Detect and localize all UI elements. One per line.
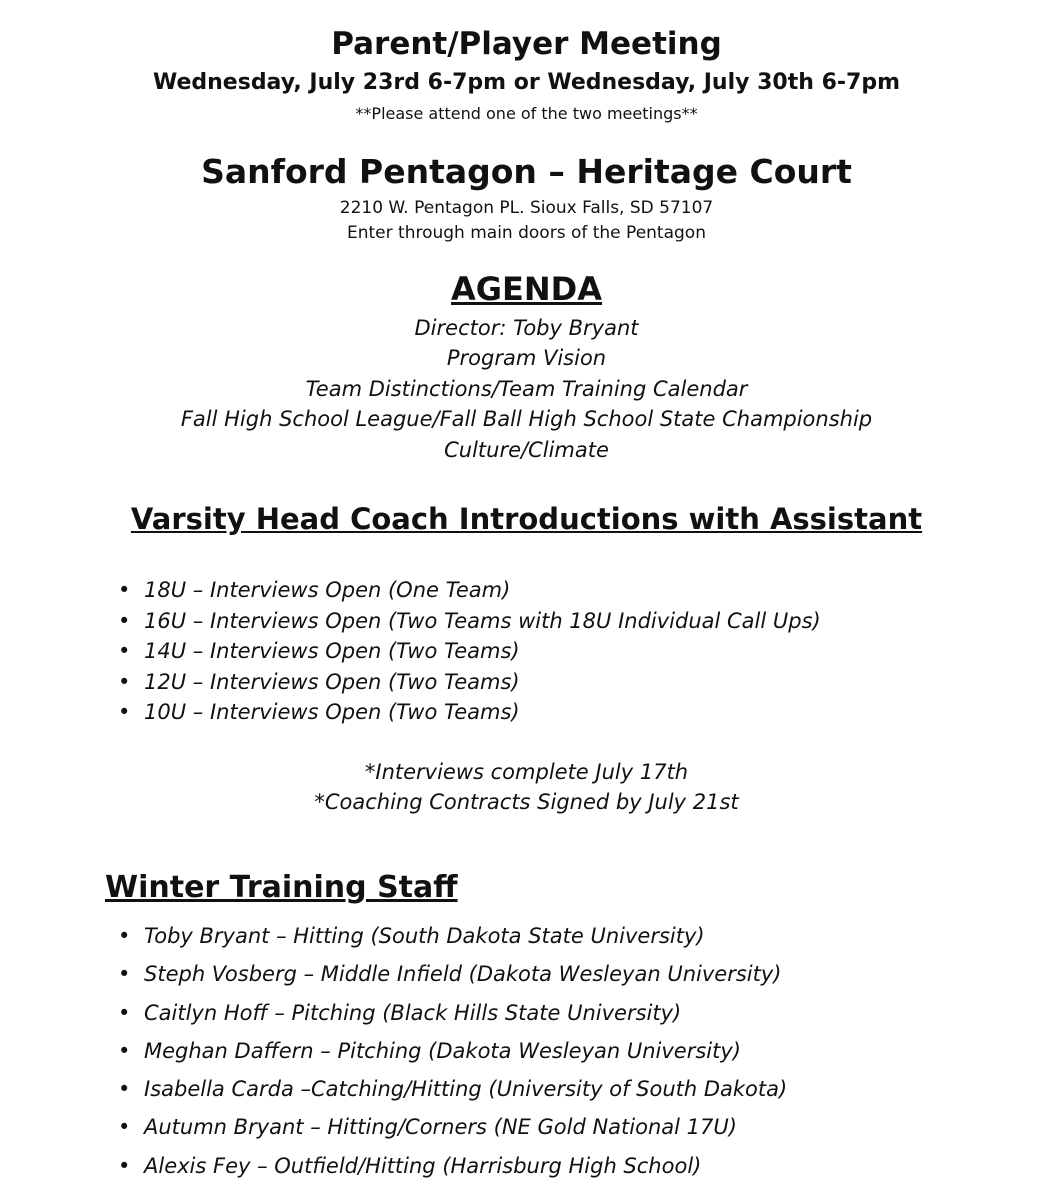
coach-entry: 10U – Interviews Open (Two Teams) (144, 700, 520, 724)
list-item (118, 697, 821, 728)
agenda-item: Team Distinctions/Team Training Calendar (305, 377, 748, 401)
bullet-icon: • (118, 578, 131, 602)
coach-entry: 18U – Interviews Open (One Team) (144, 578, 511, 602)
list-item (118, 667, 821, 698)
bullet-icon: • (118, 1038, 131, 1063)
bullet-icon: • (118, 639, 131, 663)
staff-entry: Meghan Daffern – Pitching (Dakota Wesleyan University) (144, 1038, 741, 1063)
staff-entry: Steph Vosberg – Middle Infield (Dakota Wesleyan University) (144, 962, 782, 987)
staff-entry: Autumn Bryant – Hitting/Corners (NE Gold National 17U) (144, 1115, 737, 1140)
interviews-note: *Interviews complete July 17th (364, 760, 689, 784)
bullet-icon: • (118, 608, 131, 633)
bullet-icon: • (118, 669, 131, 694)
meeting-note: **Please attend one of the two meetings** (355, 104, 698, 123)
list-item (118, 1112, 787, 1150)
agenda-item: Director: Toby Bryant (414, 316, 639, 340)
list-item (118, 606, 821, 637)
staff-list (118, 921, 787, 1189)
bullet-icon: • (118, 1153, 131, 1178)
contracts-note: *Coaching Contracts Signed by July 21st (314, 790, 739, 814)
list-item (118, 636, 821, 667)
coach-entry: 16U – Interviews Open (Two Teams with 18U Individual Call Ups) (144, 608, 821, 633)
list-item (118, 1151, 787, 1189)
agenda-item: Fall High School League/Fall Ball High School State Championship (180, 407, 873, 431)
coach-entry: 14U – Interviews Open (Two Teams) (144, 639, 520, 663)
venue-entry: Enter through main doors of the Pentagon (347, 223, 706, 243)
list-item (118, 575, 821, 606)
list-item (118, 998, 787, 1036)
staff-entry: Caitlyn Hoff – Pitching (Black Hills State University) (144, 1000, 682, 1025)
bullet-icon: • (118, 1000, 131, 1025)
venue-name: Sanford Pentagon – Heritage Court (201, 152, 852, 191)
coach-entry: 12U – Interviews Open (Two Teams) (144, 669, 520, 694)
agenda-item: Program Vision (446, 346, 607, 370)
meeting-dates: Wednesday, July 23rd 6-7pm or Wednesday, July 30th 6-7pm (152, 70, 900, 95)
list-item (118, 921, 787, 959)
coaches-section-title: Varsity Head Coach Introductions with Assistant (130, 502, 923, 536)
meeting-title: Parent/Player Meeting (331, 26, 722, 62)
bullet-icon: • (118, 700, 131, 724)
staff-entry: Isabella Carda –Catching/Hitting (University of South Dakota) (144, 1077, 788, 1102)
list-item (118, 1036, 787, 1074)
staff-entry: Alexis Fey – Outfield/Hitting (Harrisburg High School) (144, 1153, 702, 1178)
bullet-icon: • (118, 1115, 131, 1140)
staff-section-title: Winter Training Staff (105, 870, 458, 905)
bullet-icon: • (118, 1077, 131, 1102)
bullet-icon: • (118, 962, 131, 987)
staff-entry: Toby Bryant – Hitting (South Dakota State University) (144, 924, 705, 948)
agenda-item: Culture/Climate (444, 438, 609, 462)
agenda-title: AGENDA (451, 270, 602, 308)
venue-address: 2210 W. Pentagon PL. Sioux Falls, SD 57107 (339, 198, 714, 218)
bullet-icon: • (118, 924, 131, 948)
list-item (118, 1074, 787, 1112)
coaches-list (118, 575, 821, 728)
list-item (118, 959, 787, 997)
